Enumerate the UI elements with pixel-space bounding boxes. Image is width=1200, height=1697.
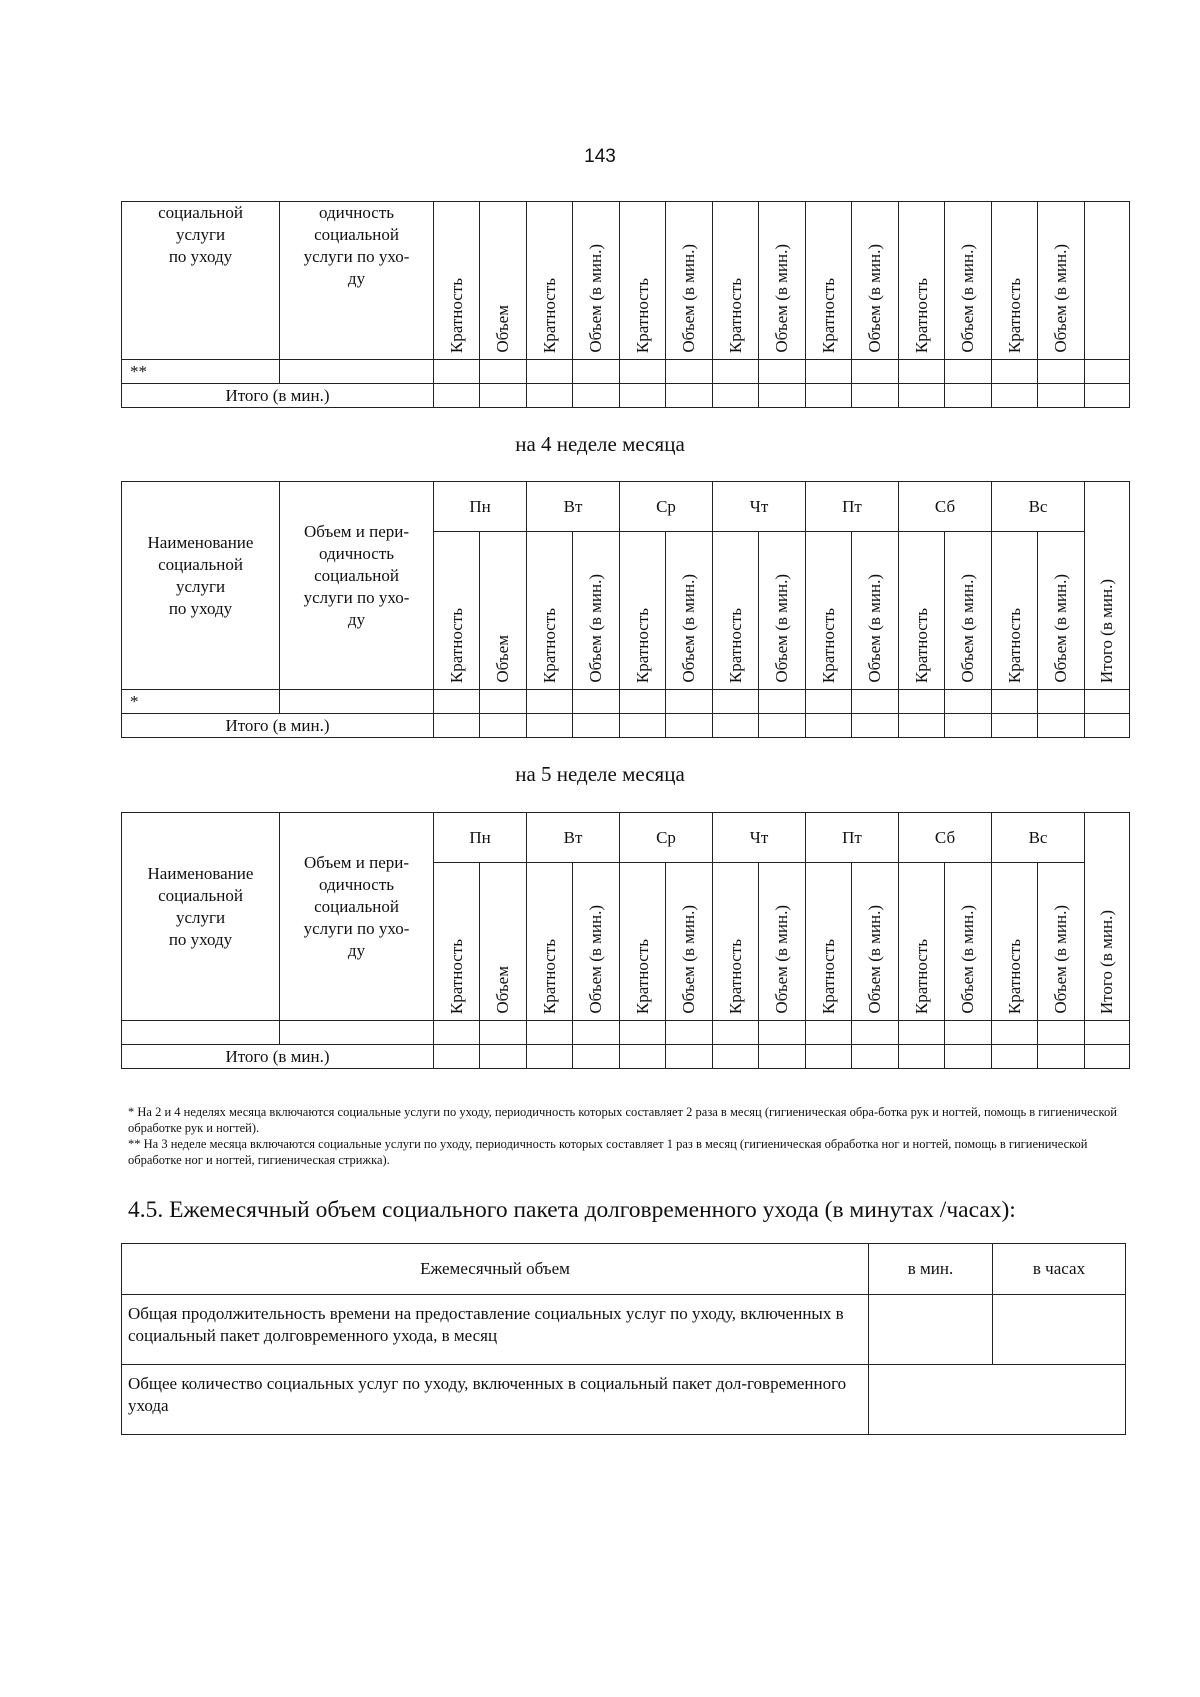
sub-header: Кратность: [527, 863, 573, 1021]
total-count-label: Общее количество социальных услуг по уходу, включенных в социальный пакет дол-говременного ухода: [122, 1365, 869, 1435]
empty-cell: [480, 714, 527, 738]
name-column-header: Наименование социальной услуги по уходу: [122, 482, 280, 690]
sub-header: Кратность: [713, 202, 759, 360]
empty-cell: [434, 690, 480, 714]
empty-cell: [527, 360, 573, 384]
empty-cell: [806, 360, 852, 384]
sub-header: Кратность: [434, 863, 480, 1021]
empty-cell: [527, 1021, 573, 1045]
week3-table-continued: [121, 201, 1130, 408]
empty-cell: [480, 384, 527, 408]
sub-header: Объем (в мин.): [1038, 202, 1085, 360]
total-row: [122, 384, 1130, 408]
sub-header: Объем (в мин.): [666, 863, 713, 1021]
empty-cell: [1085, 202, 1130, 360]
sub-header: Кратность: [620, 202, 666, 360]
hours-header: в часах: [993, 1244, 1126, 1295]
empty-cell: [573, 714, 620, 738]
total-count-row: [122, 1365, 1126, 1435]
sub-header: Объем (в мин.): [573, 202, 620, 360]
empty-cell: [1085, 1045, 1130, 1069]
total-label: Итого (в мин.): [122, 384, 434, 408]
empty-cell: [1085, 690, 1130, 714]
sub-header: Объем (в мин.): [945, 863, 992, 1021]
empty-cell: [573, 1021, 620, 1045]
header-row: [122, 202, 1130, 360]
sub-header: Кратность: [620, 532, 666, 690]
empty-cell: [899, 690, 945, 714]
minutes-header: в мин.: [869, 1244, 993, 1295]
empty-cell: [280, 360, 434, 384]
day-header-wed: Ср: [620, 482, 713, 532]
sub-header: Кратность: [620, 863, 666, 1021]
total-label: Итого (в мин.): [122, 1045, 434, 1069]
monthly-volume-header: Ежемесячный объем: [122, 1244, 869, 1295]
empty-cell: [480, 1021, 527, 1045]
service-row: [122, 690, 1130, 714]
day-header-wed: Ср: [620, 813, 713, 863]
empty-cell: [434, 1021, 480, 1045]
sub-header: Кратность: [527, 202, 573, 360]
empty-cell: [620, 384, 666, 408]
empty-cell: [573, 1045, 620, 1069]
empty-cell: [434, 360, 480, 384]
row-mark: [122, 1021, 280, 1045]
sub-header: Кратность: [434, 532, 480, 690]
empty-cell: [899, 1021, 945, 1045]
total-duration-row: [122, 1295, 1126, 1365]
empty-cell: [434, 1045, 480, 1069]
empty-cell: [759, 360, 806, 384]
empty-cell: [806, 384, 852, 408]
service-row: [122, 360, 1130, 384]
sub-header: Кратность: [899, 863, 945, 1021]
footnotes: [128, 1104, 1118, 1168]
empty-cell: [852, 1045, 899, 1069]
day-header-thu: Чт: [713, 813, 806, 863]
empty-cell: [713, 714, 759, 738]
empty-cell: [1038, 1045, 1085, 1069]
empty-cell: [666, 690, 713, 714]
total-label: Итого (в мин.): [122, 714, 434, 738]
day-header-fri: Пт: [806, 482, 899, 532]
sub-header: Объем (в мин.): [666, 532, 713, 690]
empty-cell: [620, 360, 666, 384]
empty-cell: [992, 360, 1038, 384]
empty-cell: [806, 1045, 852, 1069]
empty-cell: [280, 1021, 434, 1045]
empty-cell: [280, 690, 434, 714]
week5-table: [121, 812, 1130, 1069]
empty-cell: [666, 714, 713, 738]
empty-cell: [759, 1021, 806, 1045]
page-number: 143: [584, 146, 616, 167]
empty-cell: [573, 690, 620, 714]
empty-cell: [620, 690, 666, 714]
day-header-sun: Вс: [992, 813, 1085, 863]
empty-cell: [992, 1045, 1038, 1069]
empty-cell: [527, 1045, 573, 1069]
total-row: [122, 1045, 1130, 1069]
sub-header: Кратность: [992, 532, 1038, 690]
hours-cell: [993, 1295, 1126, 1365]
week5-heading: на 5 неделе месяца: [515, 762, 685, 786]
empty-cell: [666, 1045, 713, 1069]
sub-header: Объем (в мин.): [573, 532, 620, 690]
empty-cell: [945, 714, 992, 738]
empty-cell: [759, 690, 806, 714]
sub-header: Объем (в мин.): [852, 863, 899, 1021]
empty-cell: [1085, 360, 1130, 384]
empty-cell: [945, 360, 992, 384]
empty-cell: [1038, 1021, 1085, 1045]
empty-cell: [852, 360, 899, 384]
sub-header: Кратность: [992, 863, 1038, 1021]
section-title: 4.5. Ежемесячный объем социального пакета долговременного ухода (в минутах /часах):: [128, 1197, 1016, 1223]
empty-cell: [480, 360, 527, 384]
sub-header: Кратность: [713, 863, 759, 1021]
empty-cell: [527, 714, 573, 738]
empty-cell: [666, 384, 713, 408]
volume-column-header: одичность социальной услуги по ухо- ду: [280, 202, 434, 360]
day-header-row: [122, 813, 1130, 863]
sub-header: Объем (в мин.): [945, 532, 992, 690]
empty-cell: [527, 690, 573, 714]
empty-cell: [434, 384, 480, 408]
sub-header: Объем (в мин.): [759, 202, 806, 360]
empty-cell: [1085, 384, 1130, 408]
empty-cell: [992, 690, 1038, 714]
sub-header: Объем (в мин.): [666, 202, 713, 360]
total-duration-label: Общая продолжительность времени на предоставление социальных услуг по уходу, включенных в социальный пакет долговременного ухода, в месяц: [122, 1295, 869, 1365]
monthly-volume-table: [121, 1243, 1126, 1435]
empty-cell: [434, 714, 480, 738]
name-column-header: Наименование социальной услуги по уходу: [122, 813, 280, 1021]
empty-cell: [713, 360, 759, 384]
empty-cell: [899, 360, 945, 384]
day-header-tue: Вт: [527, 813, 620, 863]
volume-column-header: Объем и пери- одичность социальной услуги по ухо- ду: [280, 482, 434, 690]
empty-cell: [1038, 690, 1085, 714]
sub-header: Объем (в мин.): [1038, 863, 1085, 1021]
empty-cell: [480, 690, 527, 714]
day-header-fri: Пт: [806, 813, 899, 863]
empty-cell: [852, 714, 899, 738]
empty-cell: [759, 1045, 806, 1069]
empty-cell: [992, 714, 1038, 738]
sub-header: Кратность: [899, 532, 945, 690]
day-header-row: [122, 482, 1130, 532]
sub-header: Кратность: [992, 202, 1038, 360]
day-header-mon: Пн: [434, 813, 527, 863]
day-header-sat: Сб: [899, 813, 992, 863]
sub-header: Кратность: [806, 863, 852, 1021]
sub-header: Объем (в мин.): [759, 863, 806, 1021]
empty-cell: [899, 384, 945, 408]
day-header-mon: Пн: [434, 482, 527, 532]
sub-header: Объем (в мин.): [945, 202, 992, 360]
sub-header: Кратность: [806, 532, 852, 690]
row-mark: **: [122, 360, 280, 384]
sub-header: Кратность: [899, 202, 945, 360]
empty-cell: [899, 714, 945, 738]
footnote-double-asterisk: ** На 3 неделе месяца включаются социальные услуги по уходу, периодичность которых составляет 1 раз в месяц (гигиеническая обработка ног и ногтей, помощь в гигиенической обработке ног и ногтей, гигиеническая стрижка).: [128, 1137, 1088, 1167]
day-header-tue: Вт: [527, 482, 620, 532]
week4-heading: на 4 неделе месяца: [515, 432, 685, 456]
empty-cell: [945, 690, 992, 714]
empty-cell: [573, 360, 620, 384]
sub-header: Объем: [480, 202, 527, 360]
footnote-single-asterisk: * На 2 и 4 неделях месяца включаются социальные услуги по уходу, периодичность которых составляет 2 раза в месяц (гигиеническая обра-ботка рук и ногтей, помощь в гигиенической обработке рук и ногтей).: [128, 1105, 1117, 1135]
empty-cell: [852, 384, 899, 408]
empty-cell: [992, 384, 1038, 408]
monthly-header-row: [122, 1244, 1126, 1295]
empty-cell: [713, 384, 759, 408]
empty-cell: [620, 1021, 666, 1045]
empty-cell: [480, 1045, 527, 1069]
name-column-header: социальной услуги по уходу: [122, 202, 280, 360]
row-mark: *: [122, 690, 280, 714]
empty-cell: [945, 384, 992, 408]
sub-header: Объем (в мин.): [573, 863, 620, 1021]
empty-cell: [759, 714, 806, 738]
day-header-sun: Вс: [992, 482, 1085, 532]
sub-header: Объем: [480, 532, 527, 690]
empty-cell: [666, 1021, 713, 1045]
sub-header: Кратность: [434, 202, 480, 360]
count-cell: [869, 1365, 1126, 1435]
sub-header: Кратность: [806, 202, 852, 360]
empty-cell: [620, 1045, 666, 1069]
empty-cell: [852, 1021, 899, 1045]
empty-cell: [713, 1021, 759, 1045]
total-column-header: Итого (в мин.): [1085, 482, 1130, 690]
volume-column-header: Объем и пери- одичность социальной услуги по ухо- ду: [280, 813, 434, 1021]
sub-header: Объем: [480, 863, 527, 1021]
total-row: [122, 714, 1130, 738]
empty-cell: [620, 714, 666, 738]
empty-cell: [573, 384, 620, 408]
day-header-thu: Чт: [713, 482, 806, 532]
empty-cell: [806, 1021, 852, 1045]
empty-cell: [1038, 384, 1085, 408]
sub-header: Кратность: [713, 532, 759, 690]
empty-cell: [1085, 714, 1130, 738]
empty-cell: [759, 384, 806, 408]
sub-header: Объем (в мин.): [1038, 532, 1085, 690]
sub-header: Объем (в мин.): [852, 202, 899, 360]
empty-cell: [713, 1045, 759, 1069]
sub-header: Объем (в мин.): [852, 532, 899, 690]
total-column-header: Итого (в мин.): [1085, 813, 1130, 1021]
empty-cell: [992, 1021, 1038, 1045]
empty-cell: [806, 690, 852, 714]
week4-table: [121, 481, 1130, 738]
empty-cell: [527, 384, 573, 408]
empty-cell: [899, 1045, 945, 1069]
empty-cell: [852, 690, 899, 714]
day-header-sat: Сб: [899, 482, 992, 532]
service-row: [122, 1021, 1130, 1045]
empty-cell: [1038, 360, 1085, 384]
empty-cell: [713, 690, 759, 714]
empty-cell: [1085, 1021, 1130, 1045]
sub-header: Объем (в мин.): [759, 532, 806, 690]
empty-cell: [666, 360, 713, 384]
sub-header: Кратность: [527, 532, 573, 690]
minutes-cell: [869, 1295, 993, 1365]
empty-cell: [945, 1045, 992, 1069]
empty-cell: [945, 1021, 992, 1045]
empty-cell: [806, 714, 852, 738]
empty-cell: [1038, 714, 1085, 738]
